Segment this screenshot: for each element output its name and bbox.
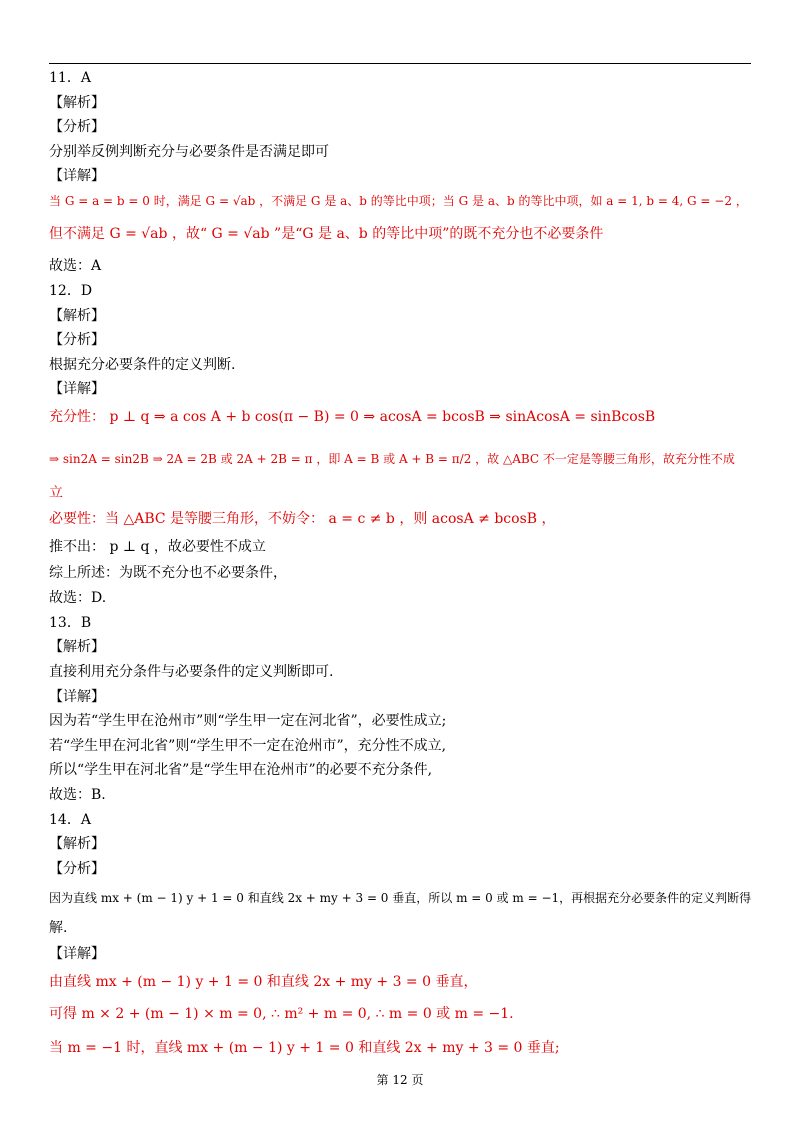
- text-line: 14．A: [49, 812, 91, 828]
- text-line: 13．B: [49, 615, 92, 631]
- text-line: 可得 m × 2 + (m − 1) × m = 0, ∴ m² + m = 0, ∴ m = 0 或 m = −1.: [49, 1006, 514, 1022]
- text-line: 【详解】: [49, 381, 105, 397]
- text-line: 【详解】: [49, 168, 105, 184]
- text-line: 故选：B.: [49, 787, 106, 803]
- text-line: 11．A: [49, 70, 91, 86]
- text-line: 充分性： p ⊥ q ⇒ a cos A + b cos(π − B) = 0 ⇒ acosA = bcosB ⇒ sinAcosA = sinBcosB: [49, 409, 656, 425]
- text-line: 推不出： p ⊥ q ，故必要性不成立: [49, 539, 266, 555]
- text-line: 【详解】: [49, 946, 105, 962]
- text-line: 根据充分必要条件的定义判断.: [49, 357, 236, 373]
- text-line: 故选：A: [49, 258, 102, 274]
- text-line: 若“学生甲在河北省”则“学生甲不一定在沧州市”，充分性不成立,: [49, 738, 447, 754]
- text-line: 综上所述：为既不充分也不必要条件，: [49, 565, 287, 581]
- text-line: 【分析】: [49, 332, 105, 348]
- text-line: 解.: [49, 920, 68, 936]
- text-line: 因为直线 mx + (m − 1) y + 1 = 0 和直线 2x + my + 3 = 0 垂直，所以 m = 0 或 m = −1，再根据充分必要条件的定义判断得: [49, 891, 752, 905]
- text-line: 但不满足 G = √ab ，故“ G = √ab ”是“G 是 a、b 的等比中项”的既不充分也不必要条件: [49, 226, 604, 242]
- text-line: 【解析】: [49, 95, 105, 111]
- text-line: 立: [49, 485, 63, 501]
- text-line: 分别举反例判断充分与必要条件是否满足即可: [49, 144, 329, 160]
- text-line: 所以“学生甲在河北省”是“学生甲在沧州市”的必要不充分条件,: [49, 762, 433, 778]
- text-line: 故选：D.: [49, 590, 107, 606]
- text-line: 【解析】: [49, 639, 105, 655]
- text-line: 由直线 mx + (m − 1) y + 1 = 0 和直线 2x + my + 3 = 0 垂直，: [49, 974, 478, 990]
- text-line: 【分析】: [49, 119, 105, 135]
- text-line: ⇒ sin2A = sin2B ⇒ 2A = 2B 或 2A + 2B = π ，即 A = B 或 A + B = π/2 ，故 △ABC 不一定是等腰三角形，故充分性不成: [49, 452, 735, 466]
- text-line: 12．D: [49, 283, 93, 299]
- text-line: 当 G = a = b = 0 时，满足 G = √ab ，不满足 G 是 a、b 的等比中项；当 G 是 a、b 的等比中项，如 a = 1, b = 4, G = −2 ，: [49, 194, 748, 208]
- text-line: 必要性：当 △ABC 是等腰三角形，不妨令： a = c ≠ b ，则 acosA ≠ bcosB ，: [49, 511, 556, 527]
- text-line: 直接利用充分条件与必要条件的定义判断即可.: [49, 664, 334, 680]
- text-line: 【详解】: [49, 689, 105, 705]
- header-rule: [49, 63, 751, 64]
- text-line: 【解析】: [49, 836, 105, 852]
- text-line: 当 m = −1 时，直线 mx + (m − 1) y + 1 = 0 和直线 2x + my + 3 = 0 垂直;: [49, 1040, 560, 1056]
- text-line: 因为若“学生甲在沧州市”则“学生甲一定在河北省”，必要性成立;: [49, 713, 447, 729]
- text-line: 【解析】: [49, 308, 105, 324]
- text-line: 【分析】: [49, 861, 105, 877]
- page-footer: 第 12 页: [376, 1073, 424, 1087]
